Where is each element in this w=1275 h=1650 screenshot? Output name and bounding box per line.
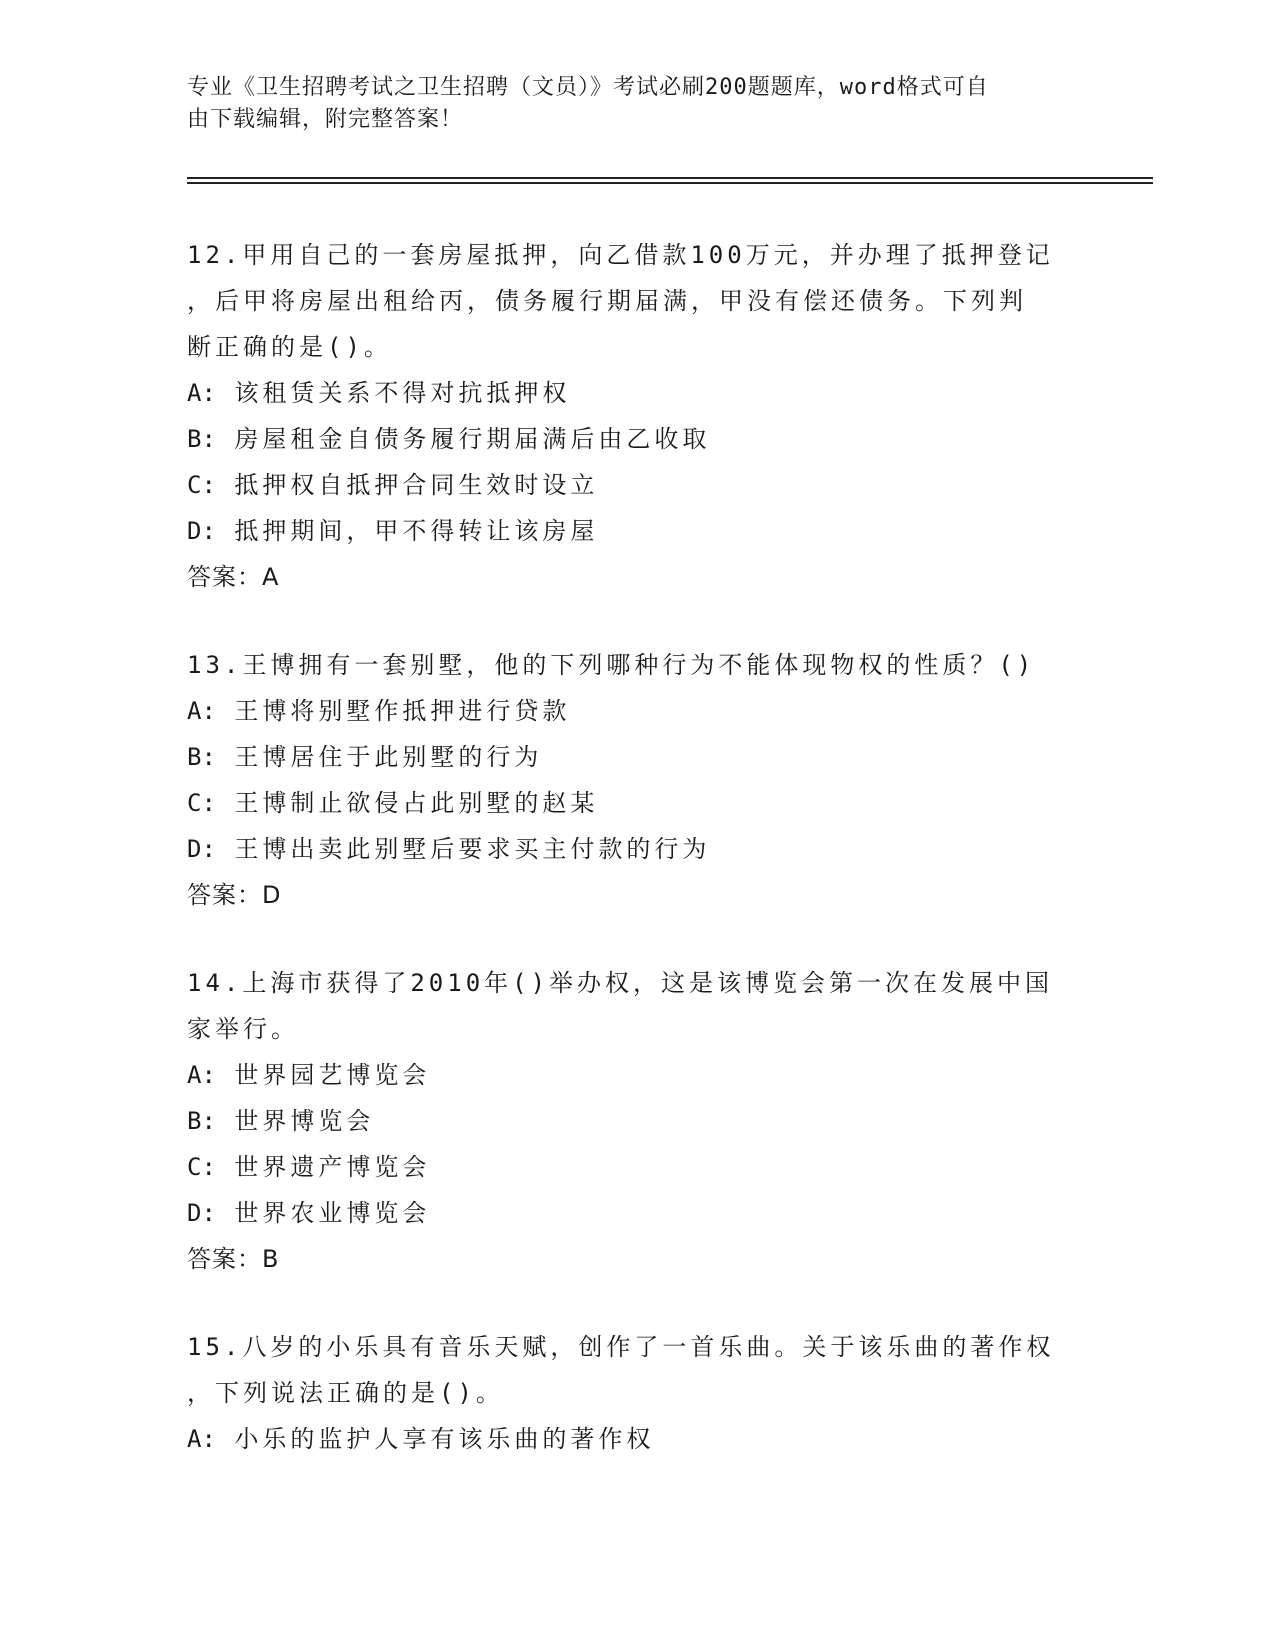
option-letter: B: — [187, 743, 216, 771]
question-stem-line: ，后甲将房屋出租给丙，债务履行期届满，甲没有偿还债务。下列判 — [187, 287, 1027, 315]
option-c — [187, 1144, 1087, 1190]
option-letter: A: — [187, 1425, 216, 1453]
option-b — [187, 416, 1087, 462]
option-letter: C: — [187, 789, 216, 817]
option-letter: A: — [187, 697, 216, 725]
option-letter: B: — [187, 1107, 216, 1135]
option-text: 王博将别墅作抵押进行贷款 — [234, 697, 571, 725]
option-letter: D: — [187, 835, 216, 863]
question-list — [187, 232, 1087, 1504]
option-text: 世界农业博览会 — [234, 1199, 431, 1227]
answer-line: 答案：A — [187, 563, 280, 591]
option-text: 王博出卖此别墅后要求买主付款的行为 — [234, 835, 711, 863]
option-text: 世界遗产博览会 — [234, 1153, 431, 1181]
option-a — [187, 370, 1087, 416]
option-text: 王博居住于此别墅的行为 — [234, 743, 543, 771]
option-letter: C: — [187, 1153, 216, 1181]
option-text: 王博制止欲侵占此别墅的赵某 — [234, 789, 599, 817]
option-c — [187, 780, 1087, 826]
question-stem-line: 14.上海市获得了2010年()举办权，这是该博览会第一次在发展中国 — [187, 969, 1054, 997]
option-text: 抵押权自抵押合同生效时设立 — [234, 471, 599, 499]
option-b — [187, 1098, 1087, 1144]
option-a — [187, 1416, 1087, 1462]
header-line-2: 由下载编辑，附完整答案！ — [187, 107, 464, 132]
option-letter: A: — [187, 1061, 216, 1089]
question-stem-line: 13.王博拥有一套别墅，他的下列哪种行为不能体现物权的性质？() — [187, 651, 1036, 679]
question-14 — [187, 960, 1087, 1282]
question-stem-line: 15.八岁的小乐具有音乐天赋，创作了一首乐曲。关于该乐曲的著作权 — [187, 1333, 1055, 1361]
question-12 — [187, 232, 1087, 600]
option-a — [187, 688, 1087, 734]
option-letter: D: — [187, 1199, 216, 1227]
answer-line: 答案：D — [187, 881, 282, 909]
option-text: 房屋租金自债务履行期届满后由乙收取 — [234, 425, 711, 453]
option-text: 抵押期间，甲不得转让该房屋 — [234, 517, 599, 545]
option-c — [187, 462, 1087, 508]
answer-line: 答案：B — [187, 1245, 280, 1273]
option-letter: B: — [187, 425, 216, 453]
header-divider-bottom — [187, 182, 1153, 184]
option-letter: C: — [187, 471, 216, 499]
option-b — [187, 734, 1087, 780]
question-15 — [187, 1324, 1087, 1462]
option-text: 该租赁关系不得对抗抵押权 — [234, 379, 571, 407]
question-13 — [187, 642, 1087, 918]
header-line-1: 专业《卫生招聘考试之卫生招聘（文员）》考试必刷200题题库，word格式可自 — [187, 75, 989, 100]
option-text: 世界园艺博览会 — [234, 1061, 431, 1089]
option-a — [187, 1052, 1087, 1098]
question-stem-line: 家举行。 — [187, 1015, 299, 1043]
header-divider-top — [187, 177, 1153, 179]
option-letter: A: — [187, 379, 216, 407]
option-text: 小乐的监护人享有该乐曲的著作权 — [234, 1425, 655, 1453]
option-letter: D: — [187, 517, 216, 545]
option-d — [187, 508, 1087, 554]
option-d — [187, 826, 1087, 872]
question-stem-line: ，下列说法正确的是()。 — [187, 1379, 504, 1407]
option-text: 世界博览会 — [234, 1107, 375, 1135]
question-stem-line: 12.甲用自己的一套房屋抵押，向乙借款100万元，并办理了抵押登记 — [187, 241, 1054, 269]
option-d — [187, 1190, 1087, 1236]
question-stem-line: 断正确的是()。 — [187, 333, 392, 361]
document-header — [187, 72, 1067, 136]
